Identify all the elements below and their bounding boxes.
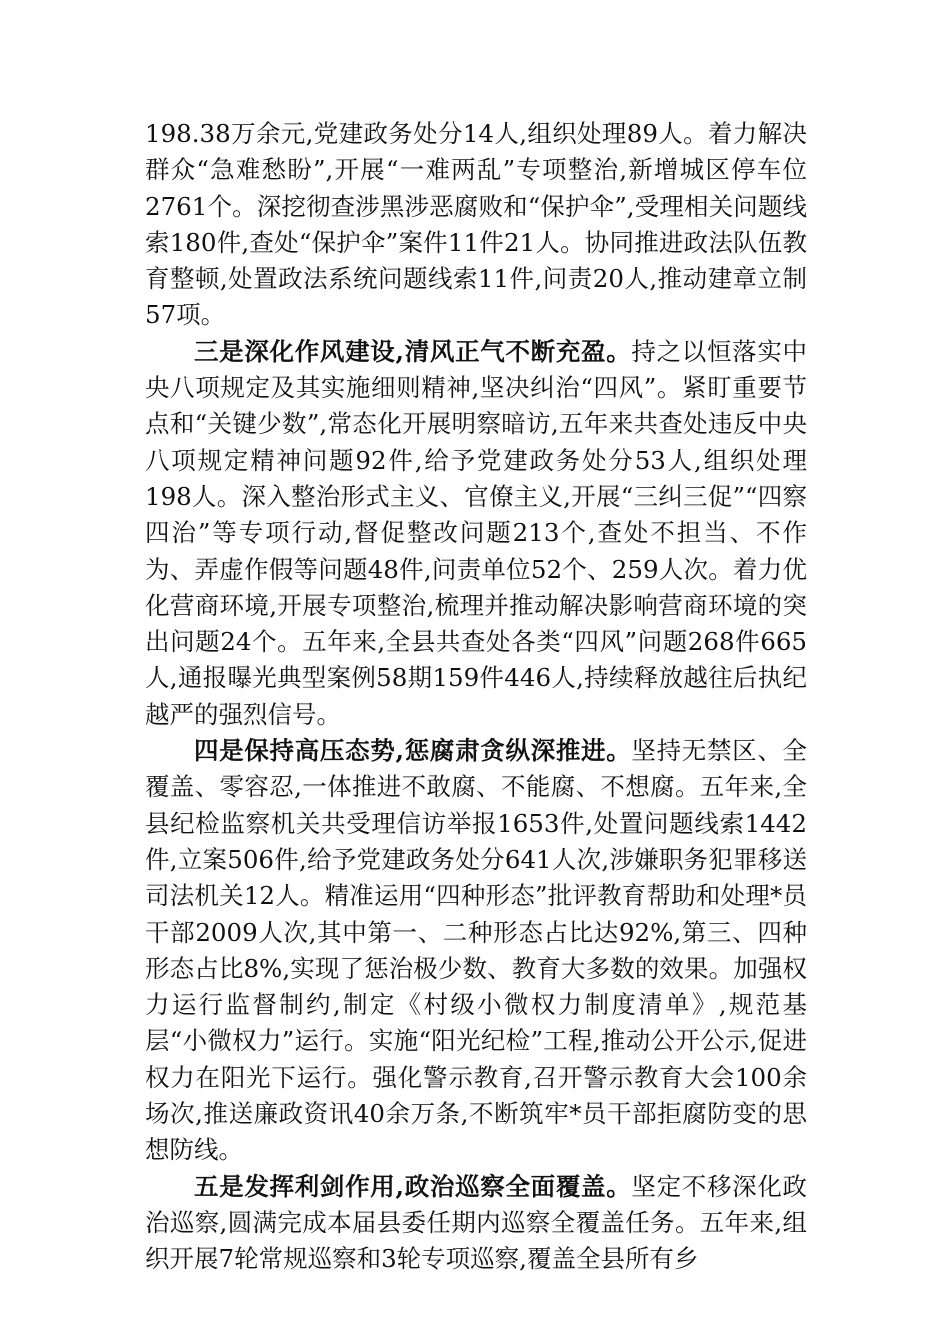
paragraph-4-heading: 五是发挥利剑作用,政治巡察全面覆盖。	[194, 1171, 632, 1201]
paragraph-3-text: 坚持无禁区、全覆盖、零容忍,一体推进不敢腐、不能腐、不想腐。五年来,全县纪检监察机关共受理信访举报1653件,处置问题线索1442件,立案506件,给予党建政务处分641人次,涉嫌职务犯罪移送司法机关12人。精准运用“四种形态”批评教育帮助和处理*员干部2009人次,其中第一、二种形态占比达92%,第三、四种形态占比8%,实现了惩治极少数、教育大多数的效果。加强权力运行监督制约,制定《村级小微权力制度清单》,规范基层“小微权力”运行。实施“阳光纪检”工程,推动公开公示,促进权力在阳光下运行。强化警示教育,召开警示教育大会100余场次,推送廉政资讯40余万条,不断筑牢*员干部拒腐防变的思想防线。	[145, 736, 808, 1165]
paragraph-2-heading: 三是深化作风建设,清风正气不断充盈。	[194, 336, 632, 366]
paragraph-anti-corruption	[145, 733, 807, 1169]
paragraph-inspection	[145, 1169, 807, 1278]
paragraph-continuation	[145, 116, 807, 334]
paragraph-2-text: 持之以恒落实中央八项规定及其实施细则精神,坚决纠治“四风”。紧盯重要节点和“关键少数”,常态化开展明察暗访,五年来共查处违反中央八项规定精神问题92件,给予党建政务处分53人,组织处理198人。深入整治形式主义、官僚主义,开展“三纠三促”“四察四治”等专项行动,督促整改问题213个,查处不担当、不作为、弄虚作假等问题48件,问责单位52个、259人次。着力优化营商环境,开展专项整治,梳理并推动解决影响营商环境的突出问题24个。五年来,全县共查处各类“四风”问题268件665人,通报曝光典型案例58期159件446人,持续释放越往后执纪越严的强烈信号。	[145, 336, 808, 729]
paragraph-1-text: 198.38万余元,党建政务处分14人,组织处理89人。着力解决群众“急难愁盼”,开展“一难两乱”专项整治,新增城区停车位2761个。深挖彻查涉黑涉恶腐败和“保护伞”,受理相关问题线索180件,查处“保护伞”案件11件21人。协同推进政法队伍教育整顿,处置政法系统问题线索11件,问责20人,推动建章立制57项。	[145, 119, 807, 330]
document-page	[145, 116, 807, 1278]
paragraph-4-text: 坚定不移深化政治巡察,圆满完成本届县委任期内巡察全覆盖任务。五年来,组织开展7轮常规巡察和3轮专项巡察,覆盖全县所有乡	[145, 1171, 808, 1274]
paragraph-style-building	[145, 334, 807, 733]
paragraph-3-heading: 四是保持高压态势,惩腐肃贪纵深推进。	[194, 736, 632, 766]
